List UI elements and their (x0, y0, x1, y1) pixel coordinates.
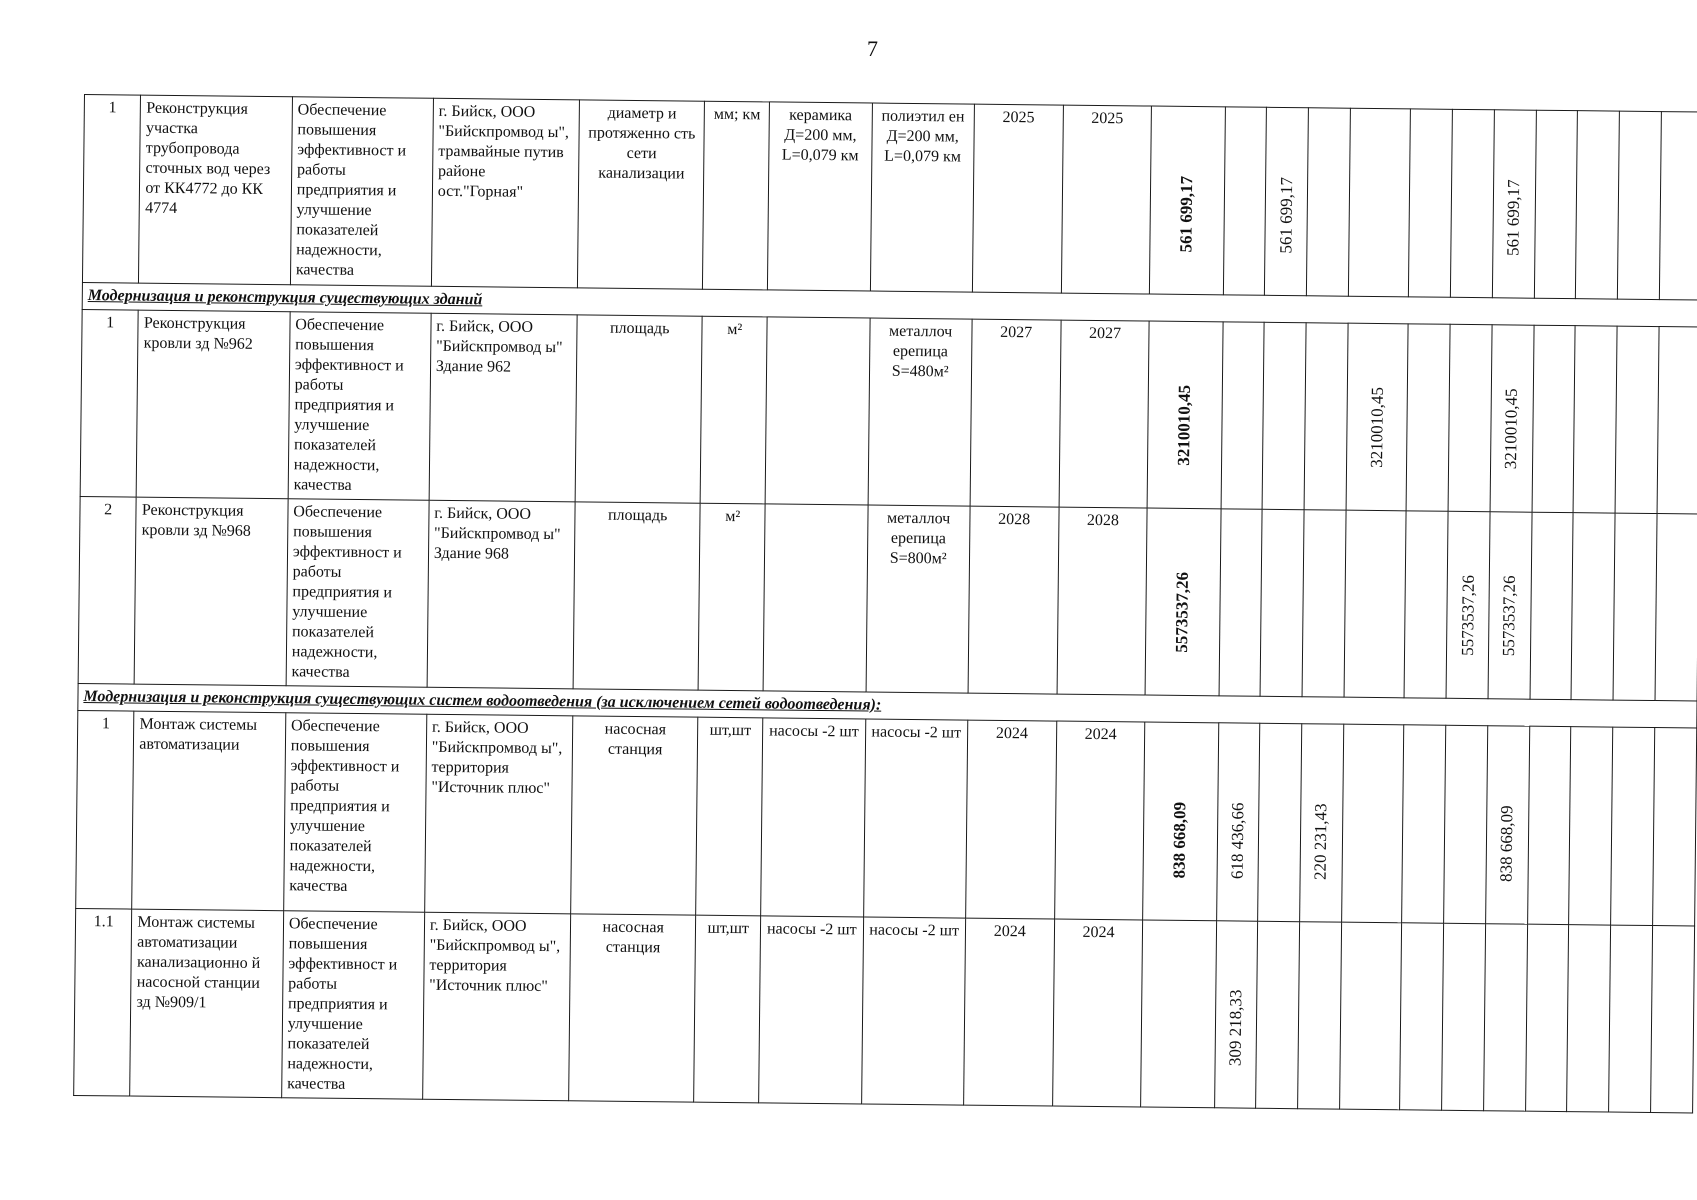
end-year: 2024 (1052, 919, 1143, 1107)
amount-value: 618 436,66 (1227, 801, 1248, 879)
start-year: 2024 (965, 720, 1056, 919)
measure-name: Реконструкция участка трубопровода сточных вод через от КК4772 до КК 4774 (139, 95, 292, 285)
amount-value: 838 668,09 (1496, 804, 1517, 882)
amount-cell (1448, 324, 1492, 511)
amount-cell (1300, 724, 1344, 922)
value-before: керамика Д=200 мм, L=0,079 км (768, 102, 872, 291)
value-before (763, 504, 867, 692)
row-number: 1 (76, 710, 135, 909)
unit: шт,шт (694, 915, 761, 1103)
amount-cell (1304, 323, 1348, 510)
amount-cell (1618, 111, 1662, 299)
amount-cell (1409, 109, 1453, 297)
end-year: 2024 (1054, 721, 1145, 920)
amount-cell (1653, 728, 1697, 926)
amount-cell (1609, 925, 1653, 1112)
amount-cell (1265, 107, 1309, 295)
row-number: 1 (82, 95, 140, 284)
amount-cell (1306, 108, 1350, 296)
row-number: 2 (78, 496, 136, 684)
amount-cell (1576, 111, 1620, 299)
amount-total-cell (1143, 722, 1218, 921)
measure-name: Реконструкция кровли зд №968 (135, 497, 288, 686)
value-before (765, 317, 869, 505)
measure-goal: Обеспечение повышения эффективност и работы предприятия и улучшение показателей надежности, качества (286, 499, 429, 688)
amount-cell (1223, 107, 1267, 295)
value-after: металлоч ерепица S=480м² (868, 318, 972, 506)
measure-location: г. Бийск, ООО "Бийскпромвод ы", территория "Источник плюс" (422, 912, 570, 1101)
amount-cell (1569, 727, 1613, 925)
amount-total-cell (1145, 508, 1220, 696)
investment-program-table (73, 94, 1697, 1113)
amount-cell (1341, 724, 1404, 923)
amount-cell (1615, 326, 1659, 513)
value-after: металлоч ерепица S=800м² (866, 505, 970, 693)
amount-cell (1400, 923, 1444, 1110)
section-title: Модернизация и реконструкция существующих зданий (82, 282, 1697, 327)
value-after: насосы -2 шт (863, 719, 967, 918)
start-year: 2024 (963, 918, 1054, 1106)
measure-location: г. Бийск, ООО "Бийскпромвод ы", трамвайные путив районе ост."Горная" (431, 98, 579, 288)
amount-cell (1219, 509, 1263, 696)
value-before: насосы -2 шт (761, 718, 865, 917)
amount-value: 561 699,17 (1276, 176, 1296, 254)
amount-cell (1492, 110, 1536, 298)
amount-value: 220 231,43 (1311, 802, 1331, 880)
amount-total: 5573537,26 (1172, 572, 1193, 654)
measure-name: Монтаж системы автоматизации канализационно й насосной станции зд №909/1 (130, 909, 283, 1098)
measure-goal: Обеспечение повышения эффективност и работы предприятия и улучшение показателей надежности, качества (281, 911, 424, 1100)
indicator-name: насосная станция (569, 914, 696, 1102)
amount-cell (1651, 926, 1695, 1113)
amount-total: 838 668,09 (1170, 801, 1190, 879)
amount-cell (1613, 513, 1657, 700)
amount-cell (1346, 323, 1409, 511)
measure-goal: Обеспечение повышения эффективност и работы предприятия и улучшение показателей надежности, качества (284, 713, 427, 913)
amount-cell (1572, 513, 1616, 700)
indicator-name: диаметр и протяженно сть сети канализации (577, 100, 704, 289)
amount-cell (1402, 725, 1446, 923)
amount-cell (1525, 924, 1569, 1111)
amount-cell (1348, 108, 1411, 297)
amount-cell (1216, 723, 1260, 921)
amount-cell (1488, 512, 1532, 699)
amount-cell (1532, 325, 1576, 512)
table-row (78, 496, 1697, 701)
amount-cell (1339, 922, 1402, 1110)
value-after: насосы -2 шт (861, 917, 965, 1105)
amount-cell (1655, 514, 1697, 701)
amount-value: 309 218,33 (1225, 988, 1246, 1066)
amount-value: 3210010,45 (1501, 388, 1522, 470)
start-year: 2027 (970, 319, 1061, 507)
start-year: 2028 (968, 506, 1059, 694)
amount-value: 5573537,26 (1457, 575, 1478, 657)
unit: м² (698, 503, 765, 691)
amount-cell (1490, 325, 1534, 512)
end-year: 2025 (1061, 105, 1152, 294)
amount-total: 3210010,45 (1174, 385, 1195, 467)
measure-goal: Обеспечение повышения эффективност и работы предприятия и улучшение показателей надежности, качества (290, 97, 433, 287)
measure-goal: Обеспечение повышения эффективност и работы предприятия и улучшение показателей надежности, качества (288, 312, 431, 501)
section-title: Модернизация и реконструкция существующих систем водоотведения (за исключением сетей водоотведения): (78, 683, 1697, 728)
amount-cell (1298, 922, 1342, 1109)
amount-value: 561 699,17 (1503, 178, 1524, 256)
table-row (80, 309, 1697, 514)
indicator-name: площадь (573, 502, 700, 690)
amount-cell (1406, 324, 1450, 511)
amount-cell (1262, 322, 1306, 509)
amount-cell (1302, 510, 1346, 697)
table-row (76, 710, 1697, 926)
start-year: 2025 (972, 104, 1063, 293)
amount-cell (1534, 110, 1578, 298)
amount-total: 561 699,17 (1176, 175, 1197, 253)
amount-value: 3210010,45 (1366, 387, 1387, 469)
amount-cell (1567, 925, 1611, 1112)
page-number: 7 (867, 36, 878, 61)
amount-cell (1657, 327, 1697, 514)
amount-cell (1527, 726, 1571, 924)
table-row (82, 95, 1697, 301)
value-after: полиэтил ен Д=200 мм, L=0,079 км (870, 103, 974, 292)
amount-cell (1611, 727, 1655, 925)
measure-location: г. Бийск, ООО "Бийскпромвод ы" Здание 962 (429, 313, 577, 502)
table-row (74, 908, 1695, 1113)
amount-cell (1484, 924, 1528, 1111)
unit: мм; км (703, 101, 770, 290)
amount-cell (1221, 322, 1265, 509)
amount-cell (1451, 109, 1495, 297)
indicator-name: площадь (575, 315, 702, 503)
amount-cell (1446, 511, 1490, 698)
amount-cell (1530, 512, 1574, 699)
amount-cell (1404, 511, 1448, 698)
amount-total-cell (1148, 321, 1223, 509)
amount-cell (1214, 921, 1258, 1108)
measure-name: Монтаж системы автоматизации (132, 711, 286, 911)
row-number: 1.1 (74, 908, 132, 1096)
amount-cell (1344, 510, 1407, 698)
indicator-name: насосная станция (571, 716, 698, 915)
amount-cell (1258, 723, 1302, 921)
amount-total-cell (1150, 106, 1225, 295)
unit: м² (700, 316, 767, 504)
amount-cell (1659, 112, 1697, 300)
end-year: 2027 (1059, 320, 1150, 508)
end-year: 2028 (1057, 507, 1148, 695)
amount-cell (1486, 726, 1530, 924)
amount-cell (1260, 509, 1304, 696)
amount-cell (1574, 326, 1618, 513)
unit: шт,шт (696, 717, 763, 916)
measure-location: г. Бийск, ООО "Бийскпромвод ы" Здание 968 (427, 500, 575, 689)
amount-value: 5573537,26 (1499, 575, 1520, 657)
amount-cell (1256, 921, 1300, 1108)
amount-cell (1444, 725, 1488, 923)
value-before: насосы -2 шт (759, 916, 863, 1104)
row-number: 1 (80, 309, 138, 497)
measure-location: г. Бийск, ООО "Бийскпромвод ы", территория "Источник плюс" (425, 714, 573, 914)
amount-cell (1442, 923, 1486, 1110)
measure-name: Реконструкция кровли зд №962 (137, 310, 290, 499)
amount-total-cell (1141, 920, 1216, 1108)
